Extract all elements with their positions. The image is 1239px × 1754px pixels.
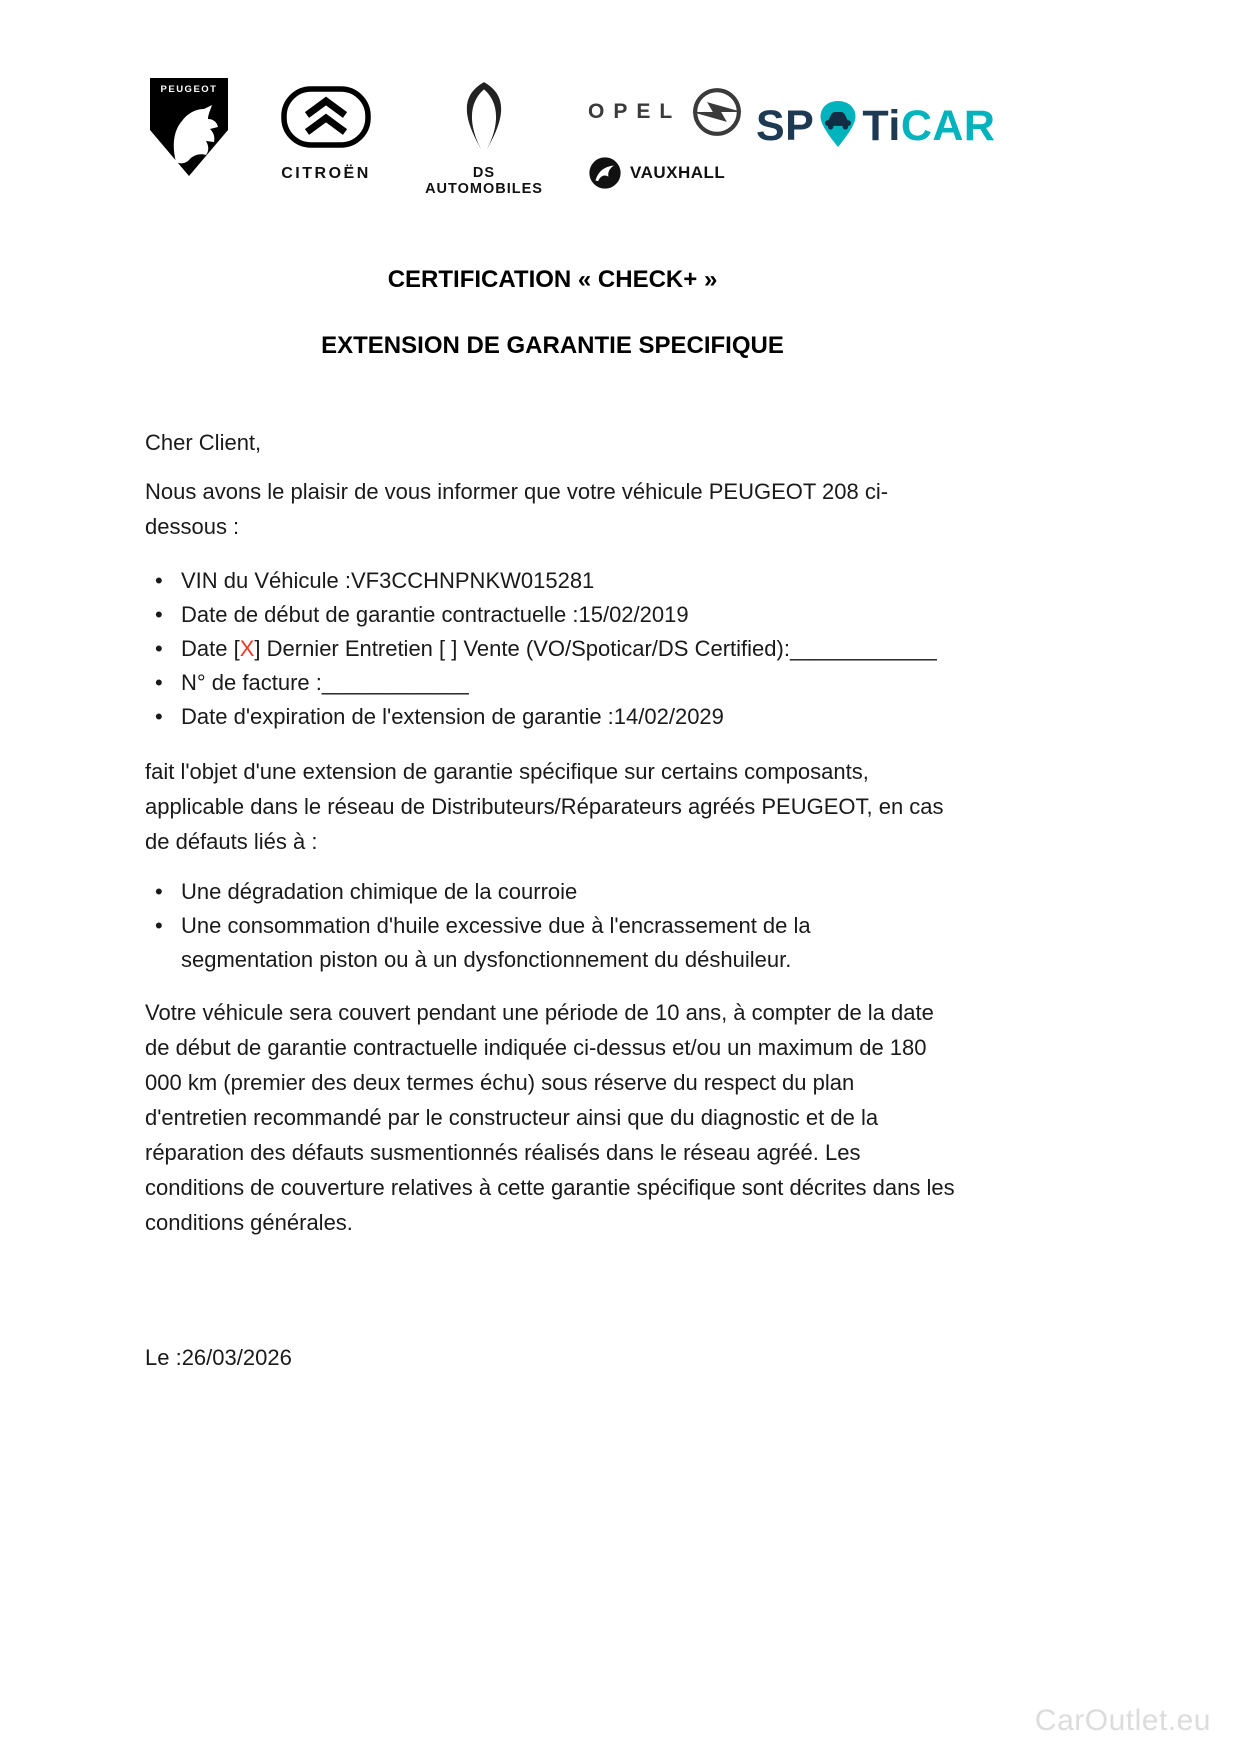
spoticar-wordmark-ti: Ti	[862, 101, 901, 150]
opel-blitz-icon	[691, 86, 743, 138]
defect-oil-text: Une consommation d'huile excessive due à l'encrassement de la segmentation piston ou à un dysfonctionnement du déshuileur.	[181, 913, 811, 972]
ds-automobiles-logo	[413, 80, 555, 197]
watermark: CarOutlet.eu	[1034, 1704, 1211, 1737]
opel-logo	[588, 86, 748, 138]
terms-paragraph: Votre véhicule sera couvert pendant une période de 10 ans, à compter de la date de début de garantie contractuelle indiquée ci-dessus et/ou un maximum de 180 000 km (premier des deux termes échu) sous réserve du respect du plan d'entretien recommandé par le constructeur ainsi que du diagnostic et de la réparation des défauts susmentionnés réalisés dans le réseau agréé. Les conditions de couverture relatives à cette garantie spécifique sont décrites dans les conditions générales.	[145, 1000, 955, 1235]
expiry-value: Date d'expiration de l'extension de garantie :14/02/2029	[181, 704, 724, 729]
opel-vauxhall-logo	[588, 86, 748, 190]
citroen-logo	[276, 86, 376, 183]
list-item-defect-oil	[145, 909, 845, 977]
spoticar-pin-icon	[815, 100, 861, 148]
ds-emblem-icon	[448, 80, 520, 152]
list-item-defect-belt	[145, 875, 845, 909]
date-line: Le :26/03/2026	[145, 1345, 292, 1370]
salutation: Cher Client,	[145, 430, 262, 455]
date-blank-line: ____________	[789, 636, 937, 661]
intro-paragraph: Nous avons le plaisir de vous informer que votre véhicule PEUGEOT 208 ci-dessous :	[145, 479, 889, 539]
citroen-chevrons-icon	[281, 86, 371, 148]
vauxhall-logo	[588, 156, 748, 190]
list-item-date-checkbox	[145, 632, 960, 666]
date-label-pre: Date [	[181, 636, 240, 661]
list-item-warranty-start	[145, 598, 960, 632]
invoice-value: N° de facture :____________	[181, 670, 469, 695]
document-title: CERTIFICATION « CHECK+ »	[387, 266, 718, 293]
vehicle-details-list	[145, 564, 960, 734]
list-item-vin	[145, 564, 960, 598]
coverage-paragraph: fait l'objet d'une extension de garantie spécifique sur certains composants, applicable dans le réseau de Distributeurs/Réparateurs agréés PEUGEOT, en cas de défauts liés à :	[145, 759, 944, 854]
peugeot-shield-icon	[145, 76, 233, 178]
defects-list	[145, 875, 960, 977]
list-item-invoice	[145, 666, 960, 700]
vauxhall-wordmark: VAUXHALL	[630, 163, 726, 182]
document-subtitle: EXTENSION DE GARANTIE SPECIFIQUE	[321, 332, 784, 359]
vin-value: VIN du Véhicule :VF3CCHNPNKW015281	[181, 568, 595, 593]
defect-belt-text: Une dégradation chimique de la courroie	[181, 879, 578, 904]
spoticar-logo	[756, 100, 995, 152]
brand-logos-header	[0, 0, 1239, 200]
ds-wordmark: DS AUTOMOBILES	[425, 165, 543, 197]
svg-text:PEUGEOT: PEUGEOT	[160, 84, 218, 95]
list-item-expiry	[145, 700, 960, 734]
opel-wordmark: OPEL	[588, 100, 682, 123]
date-label-post: ] Dernier Entretien [ ] Vente (VO/Spoticar/DS Certified):	[254, 636, 790, 661]
vauxhall-griffin-icon	[588, 156, 622, 190]
warranty-start-value: Date de début de garantie contractuelle :15/02/2019	[181, 602, 689, 627]
letter-body	[145, 265, 960, 1375]
checkbox-x-mark: X	[239, 636, 255, 661]
peugeot-logo	[145, 76, 233, 178]
spoticar-wordmark-car: CAR	[900, 101, 996, 150]
spoticar-wordmark-sp: SP	[756, 101, 815, 150]
citroen-wordmark: CITROËN	[281, 165, 371, 182]
